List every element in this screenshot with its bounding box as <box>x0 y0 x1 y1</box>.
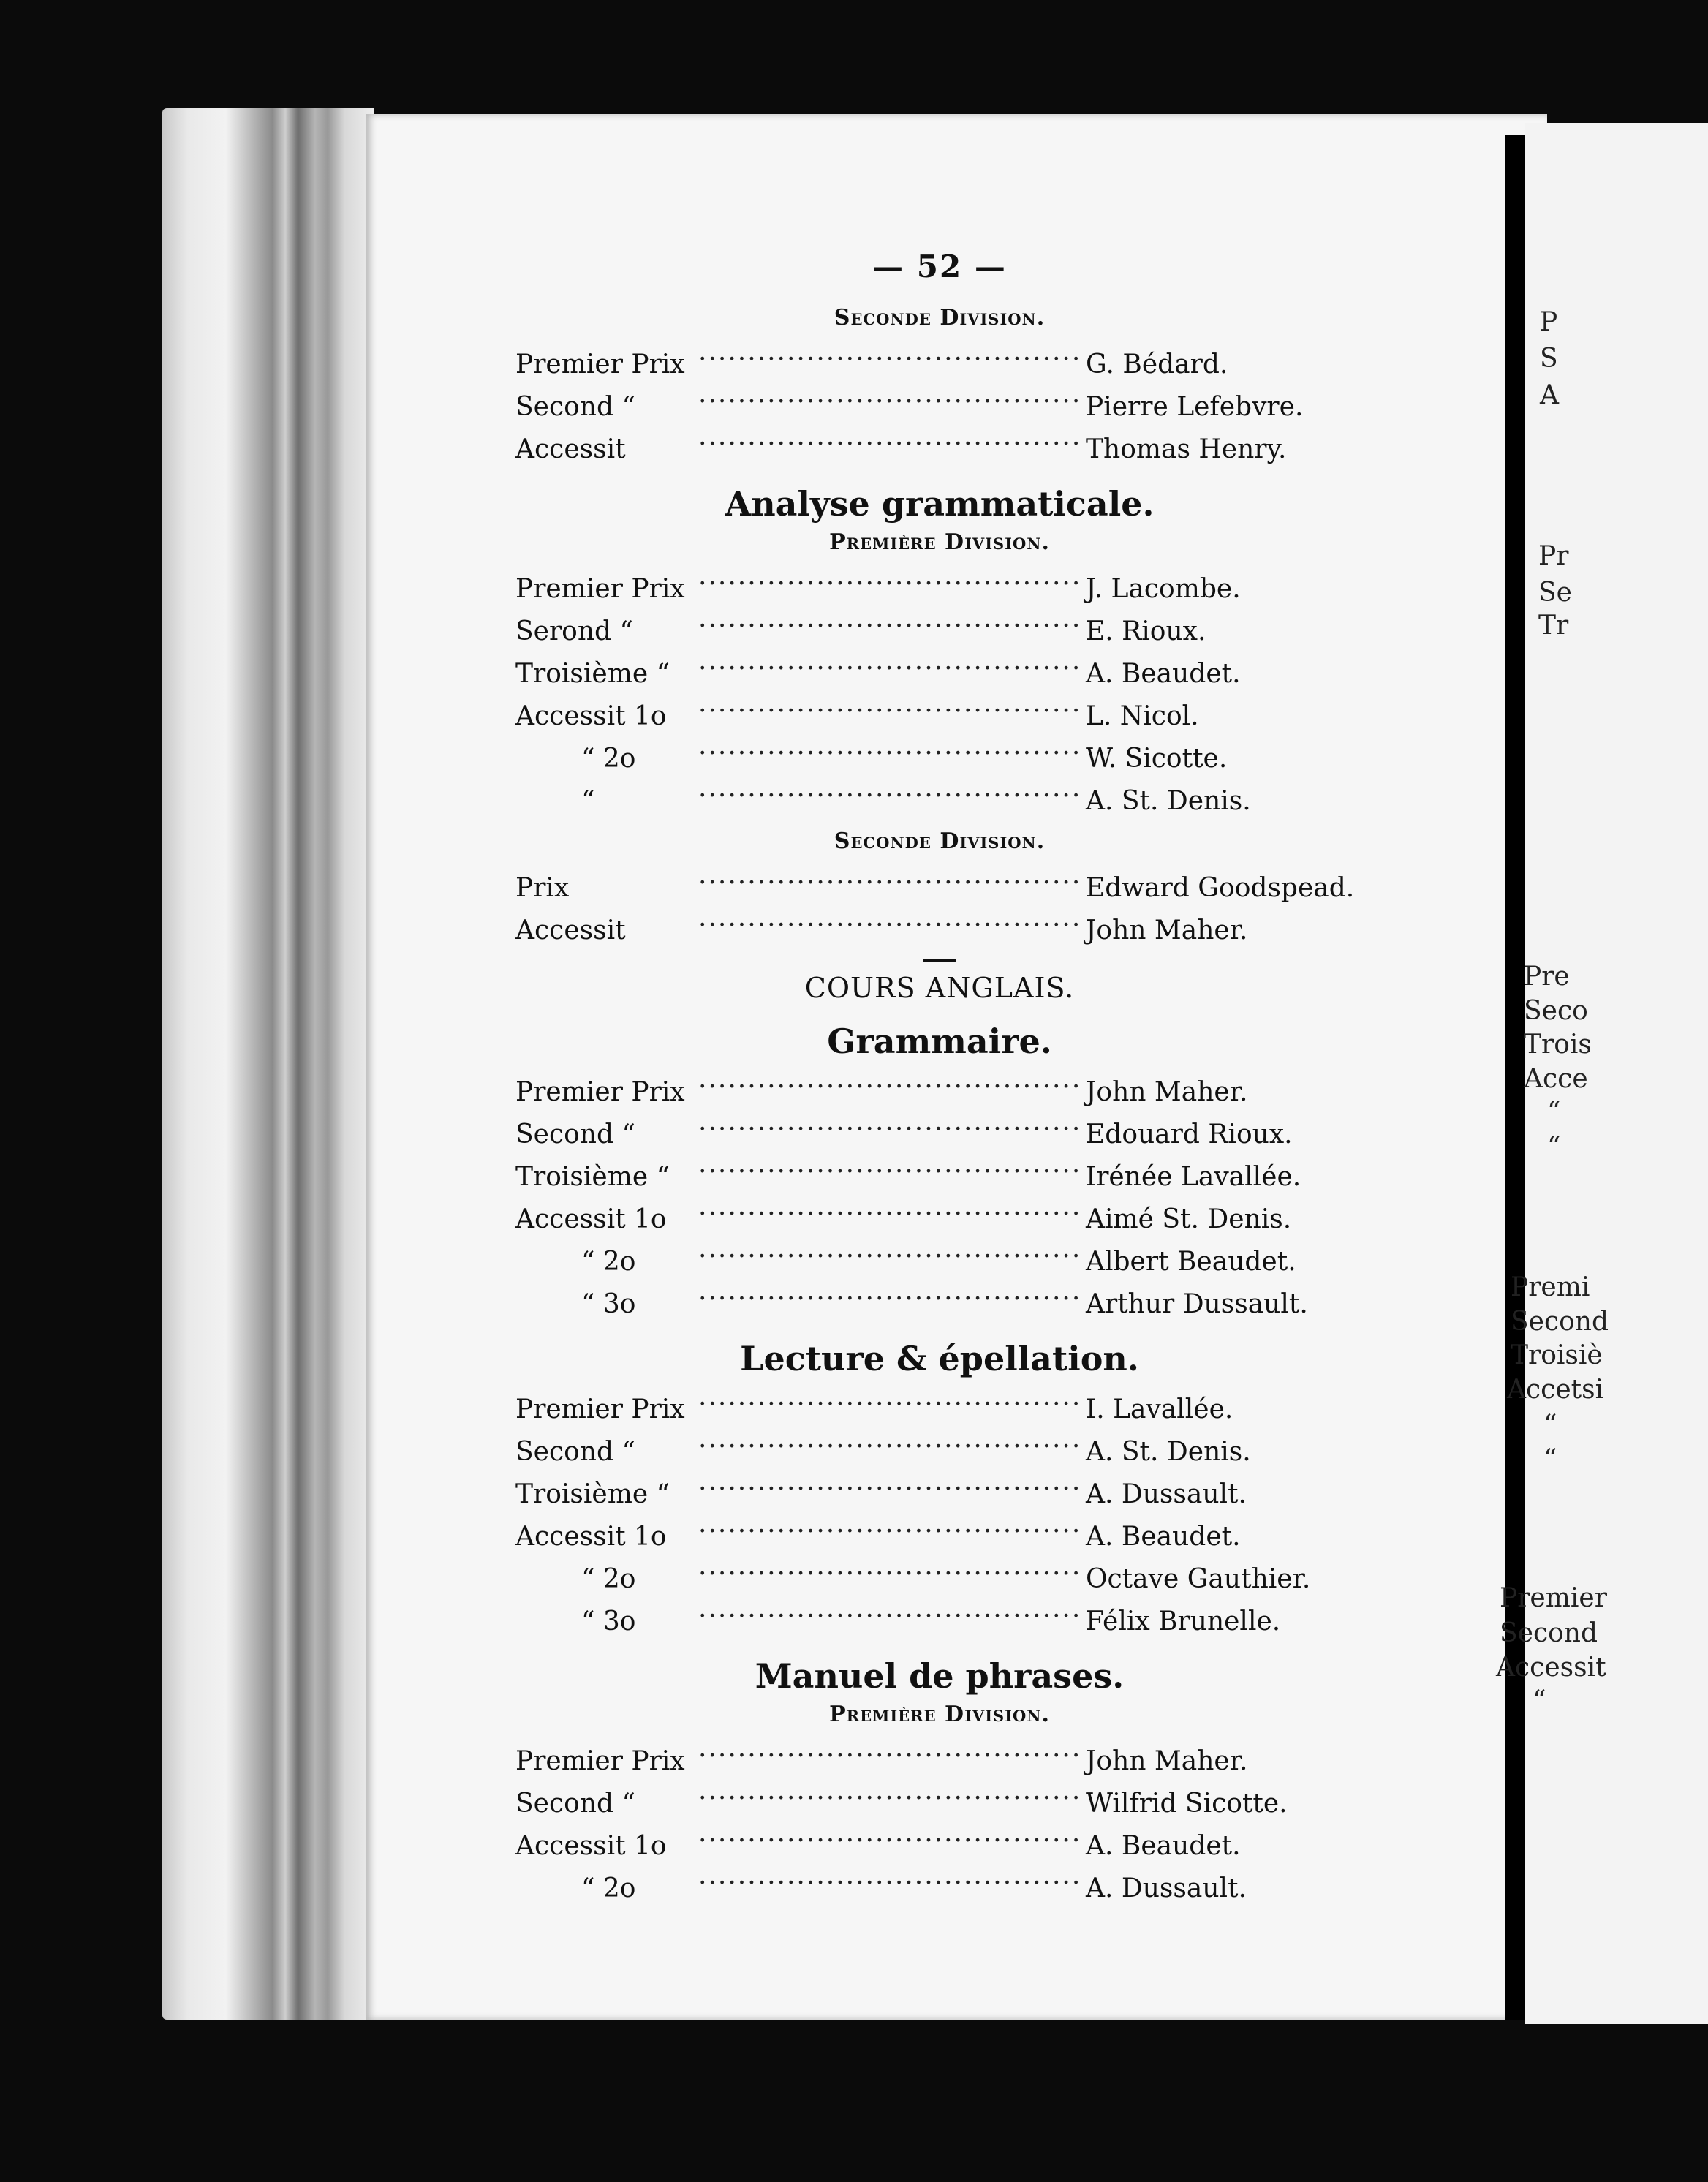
prize-winner-name: Albert Beaudet. <box>1086 1247 1296 1277</box>
prize-rank-label: Second “ <box>515 1120 635 1149</box>
dot-leader <box>698 1469 1083 1503</box>
dot-leader <box>698 1279 1083 1313</box>
prize-row <box>515 1067 1364 1109</box>
facing-page-text-fragment: Premi <box>1511 1272 1590 1302</box>
division-heading: Première Division. <box>829 529 1050 555</box>
prize-section <box>515 484 1364 818</box>
prize-rank-label: “ <box>581 786 595 816</box>
facing-page-text-fragment: Trois <box>1524 1030 1592 1060</box>
prize-rank-label: “ 2o <box>581 1247 636 1277</box>
dot-leader <box>698 1554 1083 1588</box>
dot-leader <box>698 1109 1083 1143</box>
dot-leader <box>698 1384 1083 1418</box>
facing-page-text-fragment: Tr <box>1538 611 1569 641</box>
facing-page-text-fragment: “ <box>1533 1685 1546 1715</box>
prize-list <box>515 863 1364 948</box>
dot-leader <box>698 339 1083 373</box>
dot-leader <box>698 1596 1083 1630</box>
prize-rank-label: Second “ <box>515 1789 635 1819</box>
facing-page-text-fragment: Seco <box>1524 996 1588 1026</box>
prize-list <box>515 1384 1364 1639</box>
prize-list <box>515 1067 1364 1321</box>
dot-leader <box>698 1067 1083 1101</box>
dot-leader <box>698 1821 1083 1854</box>
dot-leader <box>698 1863 1083 1897</box>
facing-page-text-fragment: Accessit <box>1496 1653 1606 1683</box>
prize-row <box>515 1778 1364 1821</box>
prize-winner-name: Aimé St. Denis. <box>1086 1204 1292 1234</box>
prize-row <box>515 863 1364 905</box>
dot-leader <box>698 424 1083 458</box>
prize-row <box>515 1384 1364 1427</box>
prize-winner-name: W. Sicotte. <box>1086 744 1228 774</box>
dot-leader <box>698 564 1083 597</box>
dot-leader <box>698 1152 1083 1185</box>
facing-page-text-fragment: “ <box>1547 1097 1561 1127</box>
prize-winner-name: I. Lavallée. <box>1086 1394 1233 1424</box>
prize-winner-name: A. Dussault. <box>1086 1873 1247 1903</box>
prize-rank-label: Accessit 1o <box>515 1204 667 1234</box>
dot-leader <box>698 606 1083 640</box>
dot-leader <box>698 733 1083 767</box>
dot-leader <box>698 863 1083 896</box>
subject-title: Grammaire. <box>827 1022 1052 1061</box>
facing-page-text-fragment: Se <box>1538 578 1572 608</box>
prize-rank-label: Premier Prix <box>515 350 685 380</box>
prize-row <box>515 606 1364 649</box>
division-heading: Seconde Division. <box>834 828 1046 854</box>
prize-row <box>515 424 1364 467</box>
dot-leader <box>698 1511 1083 1545</box>
prize-rank-label: “ 3o <box>581 1607 636 1636</box>
prize-winner-name: John Maher. <box>1086 1077 1248 1107</box>
book-gutter <box>1505 135 1525 2020</box>
facing-page-text-fragment: Acce <box>1524 1064 1588 1094</box>
dot-leader <box>698 382 1083 415</box>
dot-leader <box>698 1237 1083 1270</box>
prize-list <box>515 1736 1364 1906</box>
prize-row <box>515 1511 1364 1554</box>
facing-page-text-fragment: A <box>1540 380 1559 410</box>
book-page-edges <box>162 108 374 2020</box>
prize-row <box>515 1237 1364 1279</box>
prize-rank-label: “ 2o <box>581 1564 636 1594</box>
prize-sections <box>515 305 1364 1906</box>
facing-page <box>1496 123 1708 2024</box>
facing-page-text-fragment: Pr <box>1538 541 1569 571</box>
prize-section <box>515 959 1364 1321</box>
page-content <box>515 249 1364 1916</box>
prize-rank-label: Troisième “ <box>515 659 670 689</box>
prize-rank-label: Troisième “ <box>515 1162 670 1192</box>
prize-section <box>515 1339 1364 1639</box>
prize-rank-label: Second “ <box>515 392 635 422</box>
dot-leader <box>698 1427 1083 1460</box>
prize-winner-name: A. St. Denis. <box>1086 1437 1251 1467</box>
division-heading: Première Division. <box>829 1702 1050 1727</box>
prize-winner-name: Edward Goodspead. <box>1086 873 1355 903</box>
subject-title: Manuel de phrases. <box>755 1656 1125 1696</box>
facing-page-text-fragment: “ <box>1543 1410 1557 1440</box>
prize-winner-name: Edouard Rioux. <box>1086 1120 1293 1149</box>
dot-leader <box>698 649 1083 682</box>
prize-row <box>515 1821 1364 1863</box>
prize-section <box>515 1656 1364 1906</box>
facing-page-text-fragment: S <box>1540 344 1558 374</box>
prize-rank-label: “ 3o <box>581 1289 636 1319</box>
facing-page-text-fragment: Premier <box>1500 1583 1607 1613</box>
prize-rank-label: Accessit <box>515 434 626 464</box>
prize-winner-name: Thomas Henry. <box>1086 434 1287 464</box>
dot-leader <box>698 1778 1083 1812</box>
prize-rank-label: Premier Prix <box>515 1077 685 1107</box>
dot-leader <box>698 1736 1083 1770</box>
dot-leader <box>698 1194 1083 1228</box>
prize-section <box>515 305 1364 467</box>
page-number: — 52 — <box>872 249 1007 284</box>
prize-row <box>515 1194 1364 1237</box>
prize-winner-name: A. St. Denis. <box>1086 786 1251 816</box>
prize-winner-name: John Maher. <box>1086 1746 1248 1776</box>
facing-page-text-fragment: Accetsi <box>1507 1375 1604 1405</box>
course-title: COURS ANGLAIS. <box>804 972 1075 1004</box>
prize-rank-label: Accessit 1o <box>515 701 667 731</box>
prize-row <box>515 1863 1364 1906</box>
dot-leader <box>698 691 1083 725</box>
prize-rank-label: Serond “ <box>515 616 633 646</box>
prize-winner-name: Octave Gauthier. <box>1086 1564 1311 1594</box>
prize-rank-label: Premier Prix <box>515 1746 685 1776</box>
prize-winner-name: A. Beaudet. <box>1086 659 1241 689</box>
prize-rank-label: Accessit 1o <box>515 1831 667 1861</box>
facing-page-text-fragment: Second <box>1511 1307 1609 1337</box>
prize-row <box>515 1469 1364 1511</box>
prize-winner-name: Pierre Lefebvre. <box>1086 392 1304 422</box>
dot-leader <box>698 776 1083 809</box>
prize-row <box>515 1109 1364 1152</box>
prize-row <box>515 382 1364 424</box>
prize-winner-name: L. Nicol. <box>1086 701 1199 731</box>
prize-row <box>515 339 1364 382</box>
prize-row <box>515 691 1364 733</box>
section-divider-rule <box>923 959 956 962</box>
prize-winner-name: A. Beaudet. <box>1086 1522 1241 1552</box>
prize-rank-label: Premier Prix <box>515 1394 685 1424</box>
prize-winner-name: Irénée Lavallée. <box>1086 1162 1301 1192</box>
prize-winner-name: A. Beaudet. <box>1086 1831 1241 1861</box>
prize-winner-name: Wilfrid Sicotte. <box>1086 1789 1288 1819</box>
prize-rank-label: “ 2o <box>581 744 636 774</box>
subject-title: Analyse grammaticale. <box>725 484 1155 524</box>
prize-winner-name: G. Bédard. <box>1086 350 1228 380</box>
prize-list <box>515 564 1364 818</box>
prize-winner-name: John Maher. <box>1086 916 1248 945</box>
prize-row <box>515 733 1364 776</box>
prize-row <box>515 776 1364 818</box>
prize-rank-label: Second “ <box>515 1437 635 1467</box>
facing-page-text-fragment: Pre <box>1524 962 1570 992</box>
prize-winner-name: A. Dussault. <box>1086 1479 1247 1509</box>
facing-page-text-fragment: “ <box>1547 1132 1561 1162</box>
prize-row <box>515 1554 1364 1596</box>
prize-list <box>515 339 1364 467</box>
prize-row <box>515 649 1364 691</box>
division-heading: Seconde Division. <box>834 305 1046 331</box>
prize-row <box>515 1736 1364 1778</box>
facing-page-text-fragment: “ <box>1543 1444 1557 1474</box>
subject-title: Lecture & épellation. <box>740 1339 1139 1378</box>
prize-row <box>515 1279 1364 1321</box>
prize-rank-label: Accessit 1o <box>515 1522 667 1552</box>
prize-row <box>515 1596 1364 1639</box>
prize-rank-label: Troisième “ <box>515 1479 670 1509</box>
prize-rank-label: “ 2o <box>581 1873 636 1903</box>
dot-leader <box>698 905 1083 939</box>
prize-row <box>515 564 1364 606</box>
prize-row <box>515 1152 1364 1194</box>
prize-winner-name: E. Rioux. <box>1086 616 1206 646</box>
facing-page-text-fragment: P <box>1540 307 1558 337</box>
prize-section <box>515 828 1364 948</box>
prize-winner-name: Arthur Dussault. <box>1086 1289 1308 1319</box>
prize-row <box>515 905 1364 948</box>
prize-row <box>515 1427 1364 1469</box>
prize-rank-label: Premier Prix <box>515 574 685 604</box>
prize-rank-label: Accessit <box>515 916 626 945</box>
prize-rank-label: Prix <box>515 873 570 903</box>
facing-page-text-fragment: Troisiè <box>1511 1340 1603 1370</box>
facing-page-text-fragment: Second <box>1500 1618 1598 1648</box>
prize-winner-name: J. Lacombe. <box>1086 574 1241 604</box>
prize-winner-name: Félix Brunelle. <box>1086 1607 1281 1636</box>
